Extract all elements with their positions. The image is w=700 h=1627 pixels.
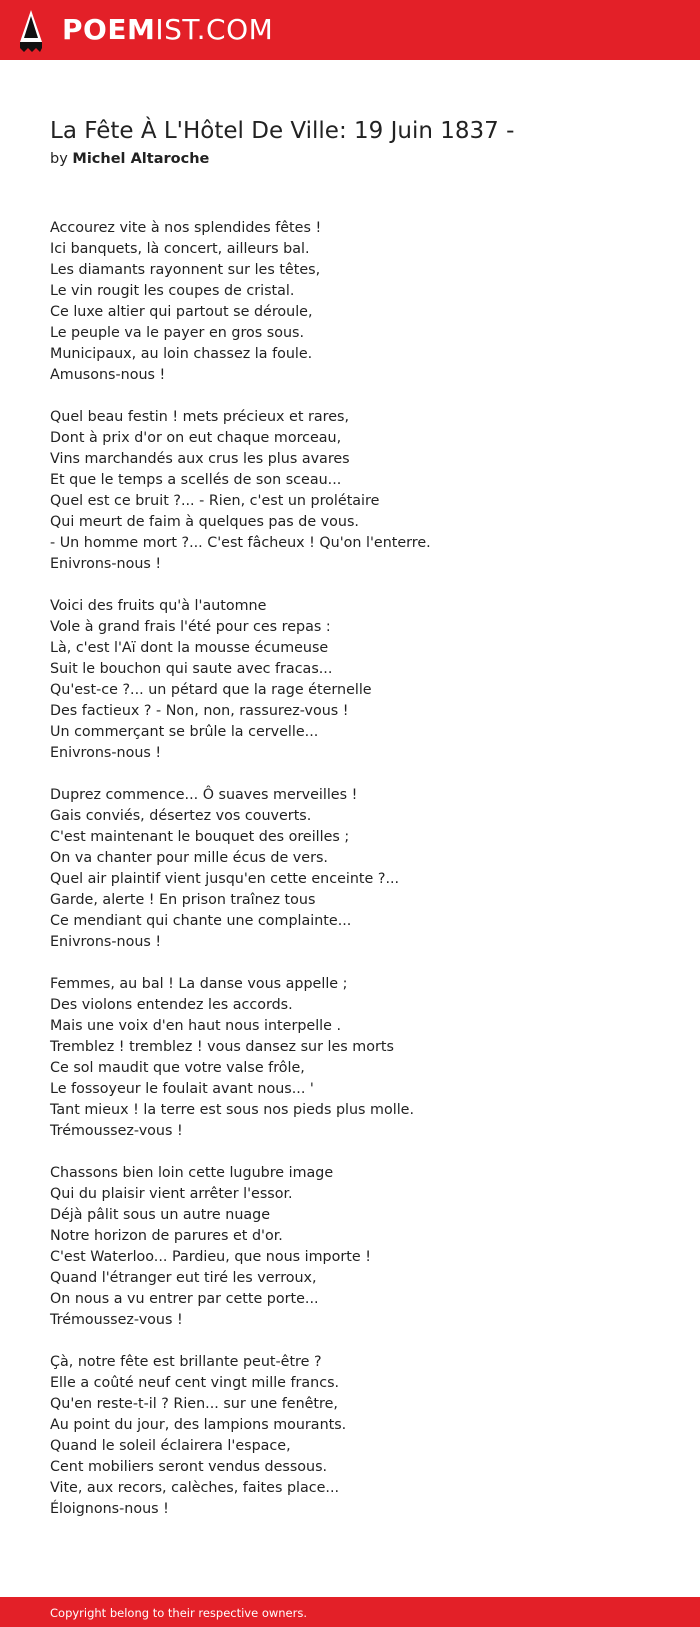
poem-line: Un commerçant se brûle la cervelle... [50, 724, 319, 740]
poem-line: Là, c'est l'Aï dont la mousse écumeuse [50, 640, 329, 656]
poem-line: Tant mieux ! la terre est sous nos pieds plus molle. [50, 1102, 415, 1118]
poem-line: Ce sol maudit que votre valse frôle, [50, 1060, 305, 1076]
poem-line: Enivrons-nous ! [50, 556, 162, 572]
poem-line: Enivrons-nous ! [50, 745, 162, 761]
poem-line: On va chanter pour mille écus de vers. [50, 850, 328, 866]
poem-line: Accourez vite à nos splendides fêtes ! [50, 220, 322, 236]
poem-line: Duprez commence... Ô suaves merveilles ! [50, 787, 358, 803]
poem-line: Tremblez ! tremblez ! vous dansez sur les morts [50, 1039, 394, 1055]
poem-line: Le peuple va le payer en gros sous. [50, 325, 304, 341]
poem-line: Quel est ce bruit ?... - Rien, c'est un prolétaire [50, 493, 380, 509]
poem-line: C'est Waterloo... Pardieu, que nous importe ! [50, 1249, 371, 1265]
poem-line: Vins marchandés aux crus les plus avares [50, 451, 350, 467]
poem-line: Gais conviés, désertez vos couverts. [50, 808, 312, 824]
poem-line: Déjà pâlit sous un autre nuage [50, 1207, 271, 1223]
poem-stanza [50, 974, 670, 1142]
poem-line: Voici des fruits qu'à l'automne [50, 598, 267, 614]
poem-line: Des factieux ? - Non, non, rassurez-vous ! [50, 703, 349, 719]
poem-title: La Fête À L'Hôtel De Ville: 19 Juin 1837 - [50, 118, 515, 144]
poem-line: Ici banquets, là concert, ailleurs bal. [50, 241, 310, 257]
poem-line: Qu'est-ce ?... un pétard que la rage éternelle [50, 682, 372, 698]
poem-stanza [50, 785, 670, 953]
poem-line: Elle a coûté neuf cent vingt mille francs. [50, 1375, 340, 1391]
poem-line: Ce mendiant qui chante une complainte... [50, 913, 352, 929]
poem-line: Qui meurt de faim à quelques pas de vous. [50, 514, 359, 530]
poem-line: On nous a vu entrer par cette porte... [50, 1291, 319, 1307]
poem-line: C'est maintenant le bouquet des oreilles ; [50, 829, 350, 845]
poem-body [50, 218, 670, 1541]
poem-line: Au point du jour, des lampions mourants. [50, 1417, 347, 1433]
poem-line: Vole à grand frais l'été pour ces repas : [50, 619, 331, 635]
poem-line: Cent mobiliers seront vendus dessous. [50, 1459, 328, 1475]
poem-line: Les diamants rayonnent sur les têtes, [50, 262, 321, 278]
poem-line: Le vin rougit les coupes de cristal. [50, 283, 295, 299]
logo-brand-light: IST.COM [155, 13, 274, 46]
poem-line: Notre horizon de parures et d'or. [50, 1228, 283, 1244]
poem-line: Suit le bouchon qui saute avec fracas... [50, 661, 333, 677]
poem-stanza [50, 1163, 670, 1331]
poem-line: Trémoussez-vous ! [50, 1123, 183, 1139]
poem-line: Dont à prix d'or on eut chaque morceau, [50, 430, 342, 446]
poem-line: Et que le temps a scellés de son sceau... [50, 472, 342, 488]
poem-byline [50, 148, 209, 170]
copyright-text: Copyright belong to their respective owners. [50, 1606, 308, 1620]
poem-line: Quand l'étranger eut tiré les verroux, [50, 1270, 317, 1286]
poem-line: Ce luxe altier qui partout se déroule, [50, 304, 313, 320]
author-name[interactable]: Michel Altaroche [72, 151, 210, 167]
poem-line: Femmes, au bal ! La danse vous appelle ; [50, 976, 348, 992]
poem-stanza [50, 596, 670, 764]
poem-line: Garde, alerte ! En prison traînez tous [50, 892, 316, 908]
logo-brand-bold: POEM [62, 13, 156, 46]
poem-line: Enivrons-nous ! [50, 934, 162, 950]
poem-line: Municipaux, au loin chassez la foule. [50, 346, 313, 362]
poem-line: Qui du plaisir vient arrêter l'essor. [50, 1186, 293, 1202]
poem-line: Trémoussez-vous ! [50, 1312, 183, 1328]
poem-line: Éloignons-nous ! [50, 1501, 169, 1517]
poem-stanza [50, 407, 670, 575]
site-header [0, 0, 700, 60]
poem-line: Des violons entendez les accords. [50, 997, 293, 1013]
poem-line: Quand le soleil éclairera l'espace, [50, 1438, 291, 1454]
site-logo[interactable] [62, 13, 273, 47]
poem-line: Quel air plaintif vient jusqu'en cette enceinte ?... [50, 871, 400, 887]
pencil-tip-icon[interactable] [18, 8, 44, 52]
poem-line: Le fossoyeur le foulait avant nous... ' [50, 1081, 314, 1097]
poem-line: Mais une voix d'en haut nous interpelle . [50, 1018, 342, 1034]
poem-line: Qu'en reste-t-il ? Rien... sur une fenêtre, [50, 1396, 338, 1412]
poem-line: Quel beau festin ! mets précieux et rares, [50, 409, 349, 425]
by-label: by [50, 151, 68, 167]
poem-line: Vite, aux recors, calèches, faites place... [50, 1480, 340, 1496]
poem-line: Chassons bien loin cette lugubre image [50, 1165, 334, 1181]
poem-stanza [50, 218, 670, 386]
poem-stanza [50, 1352, 670, 1520]
site-footer [0, 1597, 700, 1627]
poem-line: Çà, notre fête est brillante peut-être ? [50, 1354, 322, 1370]
poem-line: - Un homme mort ?... C'est fâcheux ! Qu'on l'enterre. [50, 535, 431, 551]
poem-line: Amusons-nous ! [50, 367, 166, 383]
